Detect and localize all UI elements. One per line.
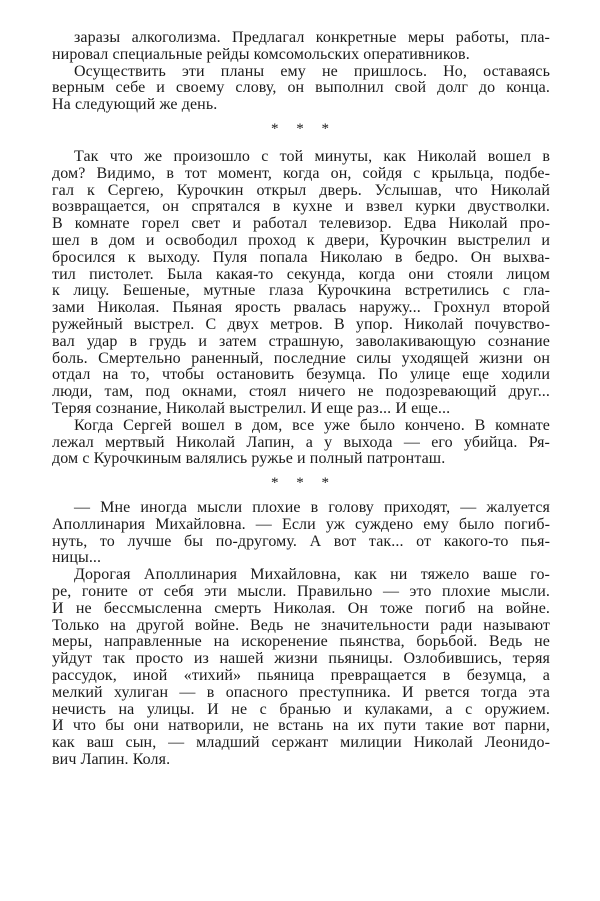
text-line: люди, там, под окнами, стоял ничего не подозревающий друг... <box>52 383 550 401</box>
section-separator: * * * <box>271 475 329 491</box>
text-line: гал к Сергею, Курочкин открыл дверь. Услышав, что Николай <box>52 181 550 199</box>
text-line: зами Николая. Пьяная ярость рвалась наружу... Грохнул второй <box>52 299 550 317</box>
text-line: Осуществить эти планы ему не пришлось. Но, оставаясь <box>74 62 550 80</box>
text-line: уйдут так просто из нашей жизни пьяницы. Озлобившись, теряя <box>52 650 550 668</box>
text-line: Так что же произошло с той минуты, как Николай вошел в <box>74 148 550 165</box>
text-line: бросился к выходу. Пуля попала Николаю в бедро. Он выхва- <box>52 248 550 266</box>
text-line: дом? Видимо, в тот момент, когда он, сойдя с крыльца, подбе- <box>52 164 550 182</box>
text-block-3 <box>52 500 550 769</box>
text-line: верным себе и своему слову, он выполнил свой долг до конца. <box>52 79 550 97</box>
text-line: как ваш сын, — младший сержант милиции Николай Леонидо- <box>52 734 550 752</box>
paragraph <box>52 500 550 567</box>
text-line: нуть, то лучше бы по-другому. А вот так... от какого-то пья- <box>52 532 550 550</box>
text-line: В комнате горел свет и работал телевизор. Едва Николай про- <box>52 215 550 233</box>
text-line: Дорогая Аполлинария Михайловна, как ни тяжело ваше го- <box>74 566 550 584</box>
text-line: шел в дом и освободил проход к двери, Курочкин выстрелил и <box>52 231 550 249</box>
text-line: Только на другой войне. Ведь не значительности ради называют <box>52 616 550 634</box>
text-line: дом с Курочкиным валялись ружье и полный патронташ. <box>52 450 446 468</box>
paragraph <box>52 30 550 64</box>
text-line: ницы... <box>52 549 102 567</box>
text-line: к лицу. Бешеные, мутные глаза Курочкина встретились с гла- <box>52 282 550 300</box>
text-line: рассудок, иной «тихий» пьяница превращается в безумца, а <box>52 666 550 684</box>
text-line: вал удар в грудь и затем страшную, заволакивающую сознание <box>52 332 550 350</box>
paragraph <box>52 64 550 114</box>
paragraph <box>52 418 550 468</box>
paragraph <box>52 567 550 769</box>
text-line: заразы алкоголизма. Предлагал конкретные меры работы, пла- <box>74 29 550 46</box>
paragraph <box>52 149 550 418</box>
text-line: Аполлинария Михайловна. — Если уж суждено ему было погиб- <box>52 515 550 533</box>
text-line: возвращается, он спрятался в кухне и взвел курки двустволки. <box>52 198 550 216</box>
text-line: вич Лапин. Коля. <box>52 750 171 768</box>
text-line: мелкий хулиган — в опасного преступника. И рвется тогда эта <box>52 683 550 701</box>
text-line: ре, гоните от себя эти мысли. Правильно — это плохие мысли. <box>52 582 550 600</box>
text-line: Теряя сознание, Николай выстрелил. И еще раз... И еще... <box>52 399 451 417</box>
text-line: — Мне иногда мысли плохие в голову приходят, — жалуется <box>74 499 550 516</box>
text-line: меры, направленные на искоренение пьянства, борьбой. Ведь не <box>52 633 550 651</box>
text-line: нировал специальные рейды комсомольских оперативников. <box>52 45 470 63</box>
text-block-1 <box>52 30 550 114</box>
text-line: И не бессмысленна смерть Николая. Он тоже погиб на войне. <box>52 599 550 617</box>
text-line: ружейный выстрел. С двух метров. В упор. Николай почувство- <box>52 315 550 333</box>
text-line: Когда Сергей вошел в дом, все уже было кончено. В комнате <box>74 416 550 434</box>
text-line: лежал мертвый Николай Лапин, а у выхода — его убийца. Ря- <box>52 433 550 451</box>
section-separator: * * * <box>271 121 329 137</box>
text-line: отдал на то, чтобы остановить безумца. По улице еще ходили <box>52 366 550 384</box>
text-line: На следующий же день. <box>52 96 218 114</box>
text-line: боль. Смертельно раненный, последние силы уходящей жизни он <box>52 349 550 367</box>
text-line: тил пистолет. Была какая-то секунда, когда они стояли лицом <box>52 265 550 283</box>
text-block-2 <box>52 149 550 468</box>
text-line: нечисть на улицы. И не с бранью и кулаками, а с оружием. <box>52 700 550 718</box>
text-line: И что бы они натворили, не встань на их пути такие вот парни, <box>52 717 550 735</box>
